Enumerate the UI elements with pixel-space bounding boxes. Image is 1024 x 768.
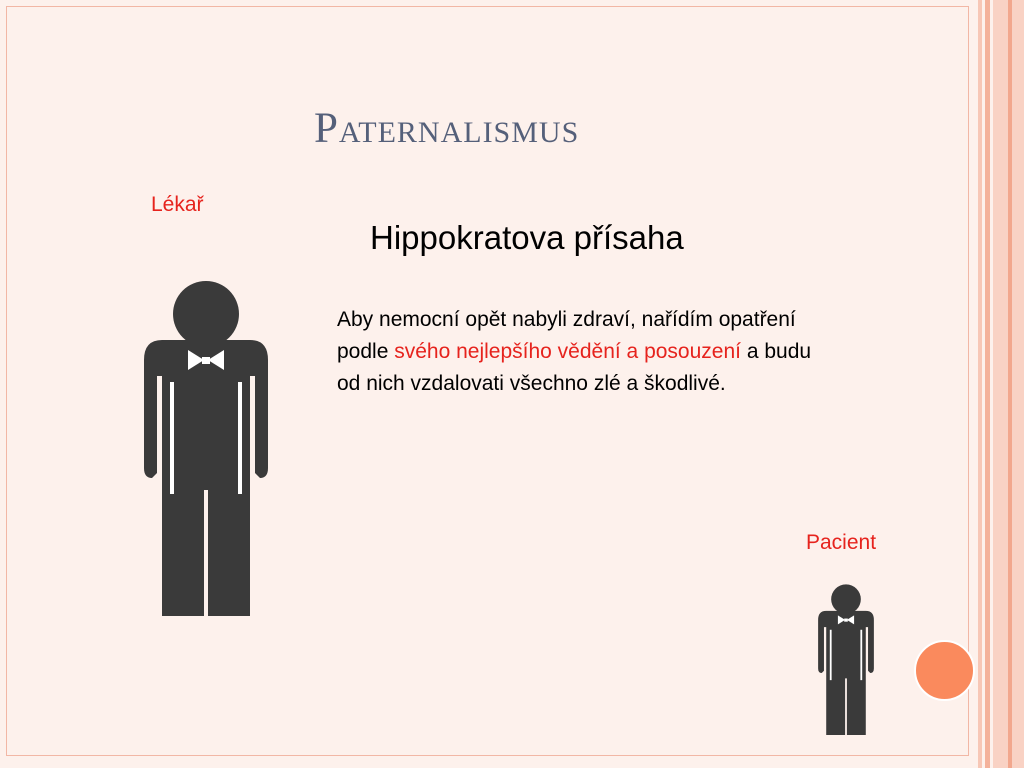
quote-text-start: Aby nemocní opět nabyli zdraví, nařídím opatření podle bbox=[337, 308, 796, 363]
patient-label: Pacient bbox=[806, 531, 877, 554]
doctor-figure-icon bbox=[140, 278, 272, 616]
decorative-stripe bbox=[978, 0, 982, 768]
quote-highlight: svého nejlepšího vědění a posouzení bbox=[394, 340, 741, 363]
slide-title: Paternalismus bbox=[314, 105, 580, 152]
patient-figure-icon bbox=[815, 583, 877, 735]
oath-quote bbox=[337, 304, 827, 400]
quote-text-end: a budu od nich vzdalovati všechno zlé a škodlivé. bbox=[337, 340, 812, 395]
decorative-stripe bbox=[1008, 0, 1012, 768]
decorative-circle-icon bbox=[914, 640, 975, 701]
oath-heading: Hippokratova přísaha bbox=[370, 219, 684, 256]
decorative-stripe bbox=[985, 0, 990, 768]
doctor-label: Lékař bbox=[151, 193, 204, 216]
